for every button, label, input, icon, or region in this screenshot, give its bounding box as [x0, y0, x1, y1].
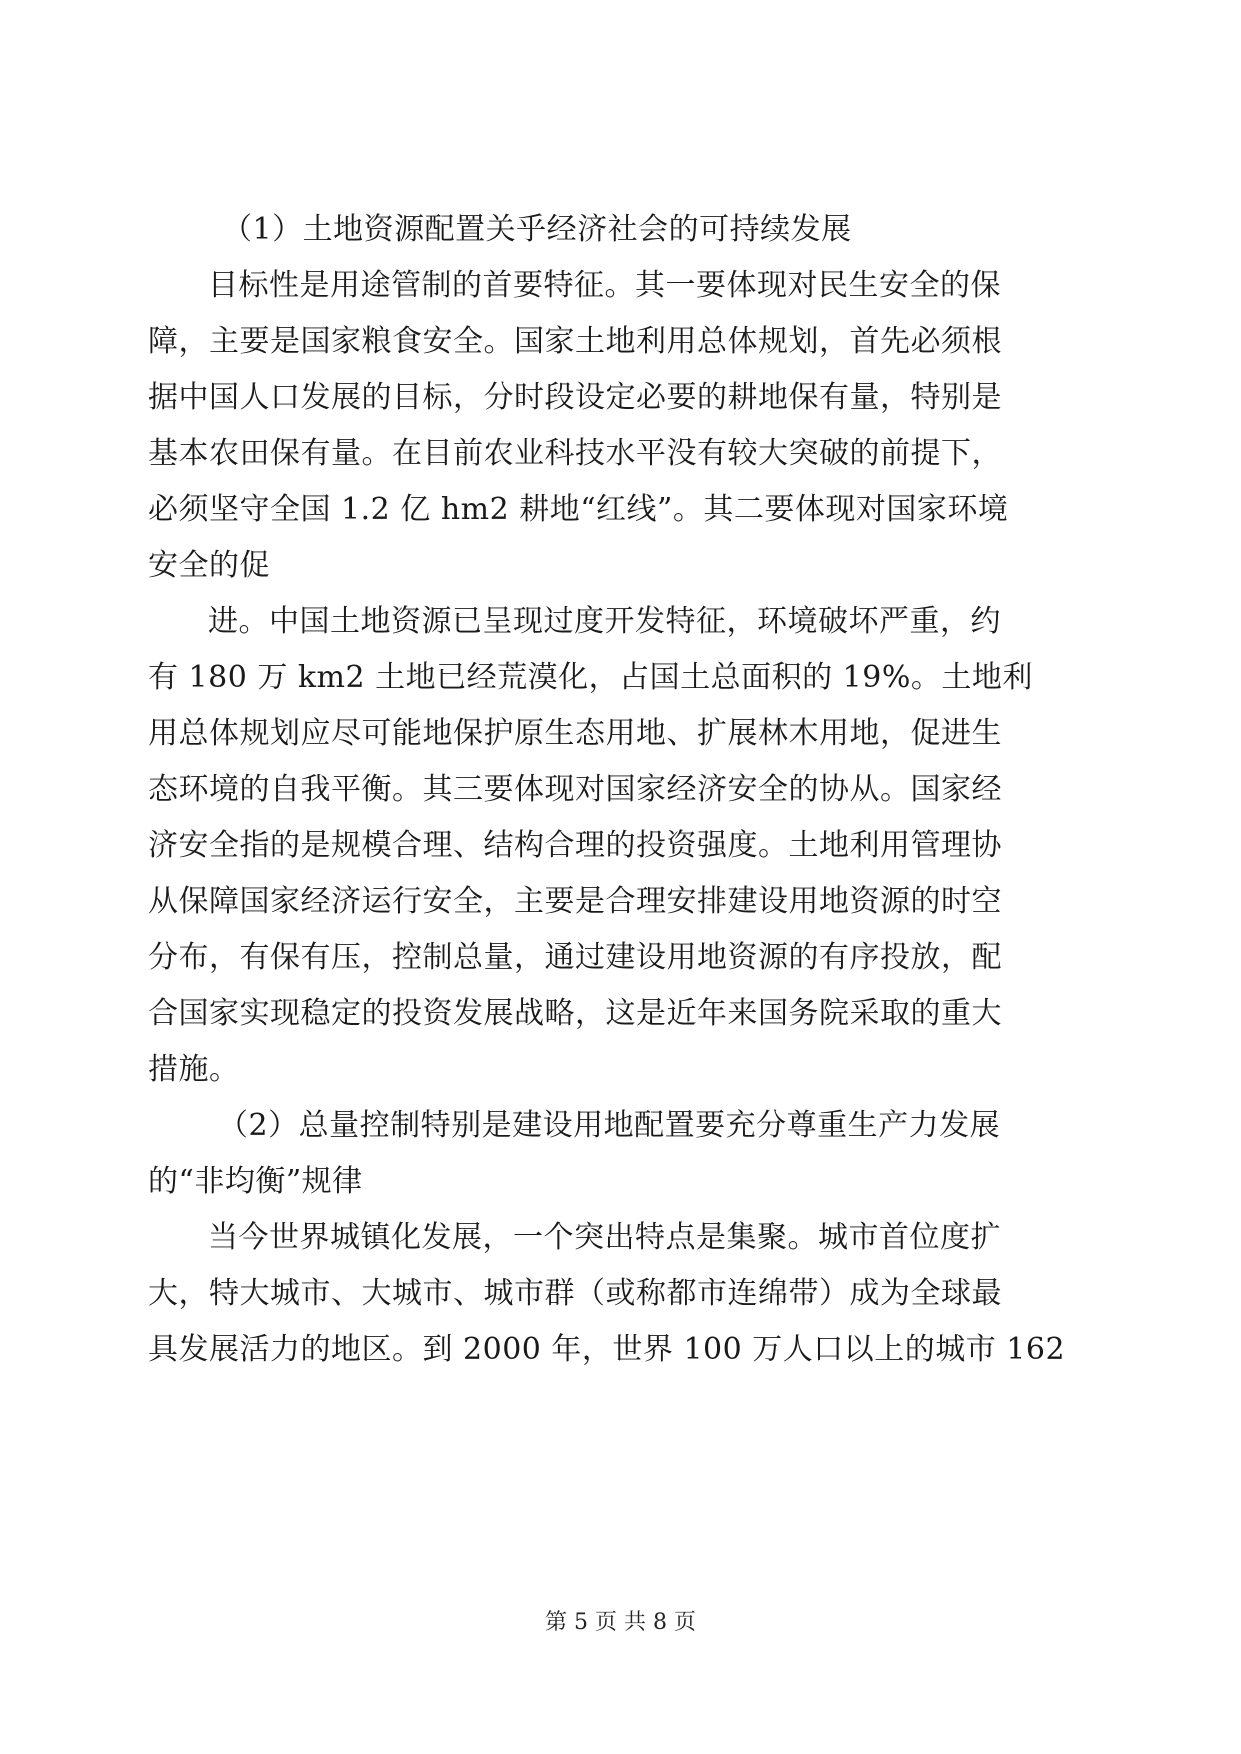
paragraph-line: 基本农田保有量。在目前农业科技水平没有较大突破的前提下，	[148, 436, 1002, 471]
paragraph-line: 态环境的自我平衡。其三要体现对国家经济安全的协从。国家经	[148, 772, 1002, 807]
paragraph-line: 目标性是用途管制的首要特征。其一要体现对民生安全的保	[208, 268, 1001, 303]
paragraph-line: 安全的促	[148, 548, 270, 583]
paragraph-line: 济安全指的是规模合理、结构合理的投资强度。土地利用管理协	[148, 828, 1002, 863]
paragraph-line: 大，特大城市、大城市、城市群（或称都市连绵带）成为全球最	[148, 1276, 1002, 1311]
paragraph-line: 必须坚守全国 1.2 亿 hm2 耕地“红线”。其二要体现对国家环境	[148, 492, 1009, 527]
page-number-footer: 第 5 页 共 8 页	[545, 1610, 696, 1635]
paragraph-line: 合国家实现稳定的投资发展战略，这是近年来国务院采取的重大	[148, 996, 1002, 1031]
section-heading-2: （2）总量控制特别是建设用地配置要充分尊重生产力发展	[218, 1108, 1001, 1143]
paragraph-line: 有 180 万 km2 土地已经荒漠化，占国土总面积的 19%。土地利	[148, 660, 1033, 695]
paragraph-line: 从保障国家经济运行安全，主要是合理安排建设用地资源的时空	[148, 884, 1002, 919]
paragraph-line: 具发展活力的地区。到 2000 年，世界 100 万人口以上的城市 162	[148, 1332, 1066, 1367]
paragraph-line: 措施。	[148, 1052, 240, 1087]
section-heading-2-continued: 的“非均衡”规律	[148, 1164, 363, 1199]
paragraph-line: 障，主要是国家粮食安全。国家土地利用总体规划，首先必须根	[148, 324, 1002, 359]
paragraph-line: 进。中国土地资源已呈现过度开发特征，环境破坏严重，约	[208, 604, 1001, 639]
paragraph-line: 分布，有保有压，控制总量，通过建设用地资源的有序投放，配	[148, 940, 1002, 975]
paragraph-line: 据中国人口发展的目标，分时段设定必要的耕地保有量，特别是	[148, 380, 1002, 415]
section-heading-1: （1）土地资源配置关乎经济社会的可持续发展	[222, 212, 852, 247]
paragraph-line: 用总体规划应尽可能地保护原生态用地、扩展林木用地，促进生	[148, 716, 1002, 751]
paragraph-line: 当今世界城镇化发展，一个突出特点是集聚。城市首位度扩	[208, 1220, 1001, 1255]
